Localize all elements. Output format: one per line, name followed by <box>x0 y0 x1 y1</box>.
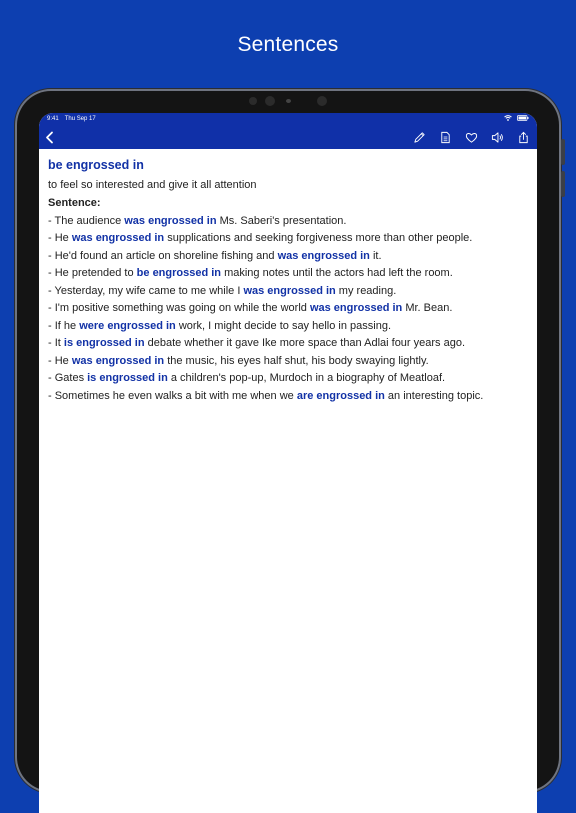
volume-down-button <box>561 171 565 197</box>
page-title: Sentences <box>237 33 339 56</box>
pencil-icon[interactable] <box>411 129 427 145</box>
sentence-text: - He pretended to <box>48 267 137 279</box>
highlighted-phrase: was engrossed in <box>243 284 336 297</box>
camera-dot-right <box>317 96 327 106</box>
example-sentence <box>48 389 528 403</box>
entry-definition: to feel so interested and give it all attention <box>48 179 257 191</box>
example-sentence <box>48 266 528 280</box>
tablet-frame <box>17 91 559 791</box>
sentence-text: - I'm positive something was going on while the world <box>48 302 310 314</box>
highlighted-phrase: is engrossed in <box>87 372 168 384</box>
volume-up-button <box>561 139 565 165</box>
highlighted-phrase: was engrossed in <box>71 354 165 367</box>
nav-bar <box>39 125 537 149</box>
example-sentence <box>48 354 528 368</box>
sentence-text: the music, his eyes half shut, his body swaying lightly. <box>164 354 429 367</box>
speaker-icon[interactable] <box>489 129 505 145</box>
sentence-heading: Sentence: <box>48 197 101 209</box>
highlighted-phrase: is engrossed in <box>63 337 145 349</box>
sentence-text: - He <box>48 232 72 244</box>
app-screen <box>39 113 537 813</box>
sentence-text: Mr. Bean. <box>402 302 453 314</box>
sentence-text: a children's pop-up, Murdoch in a biography of Meatloaf. <box>167 372 446 384</box>
example-sentence <box>48 249 528 263</box>
example-sentence <box>48 214 528 228</box>
status-date: Thu Sep 17 <box>64 116 96 122</box>
sentence-text: - The audience <box>48 214 125 227</box>
camera-sensor <box>286 99 291 103</box>
sentence-text: - If he <box>48 319 80 332</box>
highlighted-phrase: were engrossed in <box>79 319 176 332</box>
highlighted-phrase: was engrossed in <box>277 249 370 262</box>
highlighted-phrase: be engrossed in <box>136 267 222 279</box>
camera-dot-left <box>249 97 257 105</box>
sentence-text: - Gates <box>48 372 88 384</box>
example-sentence <box>48 336 528 350</box>
sentence-text: debate whether it gave Ike more space than Adlai four years ago. <box>144 337 466 349</box>
sentence-text: - Yesterday, my wife came to me while I <box>48 284 244 297</box>
example-sentence <box>48 371 528 385</box>
share-icon[interactable] <box>515 129 531 145</box>
sentence-text: Ms. Saberi's presentation. <box>216 214 347 227</box>
sentence-text: an interesting topic. <box>384 389 484 402</box>
status-time: 9:41 <box>47 116 59 122</box>
sentence-text: work, I might decide to say hello in passing. <box>175 319 392 332</box>
highlighted-phrase: was engrossed in <box>124 214 217 227</box>
sentence-text: - He <box>48 354 72 367</box>
example-sentence <box>48 301 528 315</box>
sentence-text: it. <box>369 249 382 262</box>
heart-icon[interactable] <box>463 129 479 145</box>
sentence-text: my reading. <box>335 284 397 297</box>
wifi-icon <box>504 115 512 123</box>
sentence-text: making notes until the actors had left the room. <box>221 267 453 279</box>
battery-icon <box>517 115 529 123</box>
sentence-text: - He'd found an article on shoreline fishing and <box>48 249 278 262</box>
entry-content <box>39 149 537 403</box>
sentence-text: - Sometimes he even walks a bit with me when we <box>48 389 297 402</box>
example-sentence <box>48 319 528 333</box>
example-sentence <box>48 231 528 245</box>
highlighted-phrase: was engrossed in <box>71 232 165 244</box>
highlighted-phrase: was engrossed in <box>309 302 403 314</box>
highlighted-phrase: are engrossed in <box>296 389 385 402</box>
document-icon[interactable] <box>437 129 453 145</box>
chevron-left-icon[interactable] <box>45 129 59 145</box>
sentence-text: supplications and seeking forgiveness more than other people. <box>164 232 473 244</box>
entry-term: be engrossed in <box>48 158 144 172</box>
status-bar <box>39 113 537 125</box>
sentence-text: - It <box>48 337 64 349</box>
example-sentence <box>48 284 528 298</box>
camera-dot-center <box>265 96 275 106</box>
